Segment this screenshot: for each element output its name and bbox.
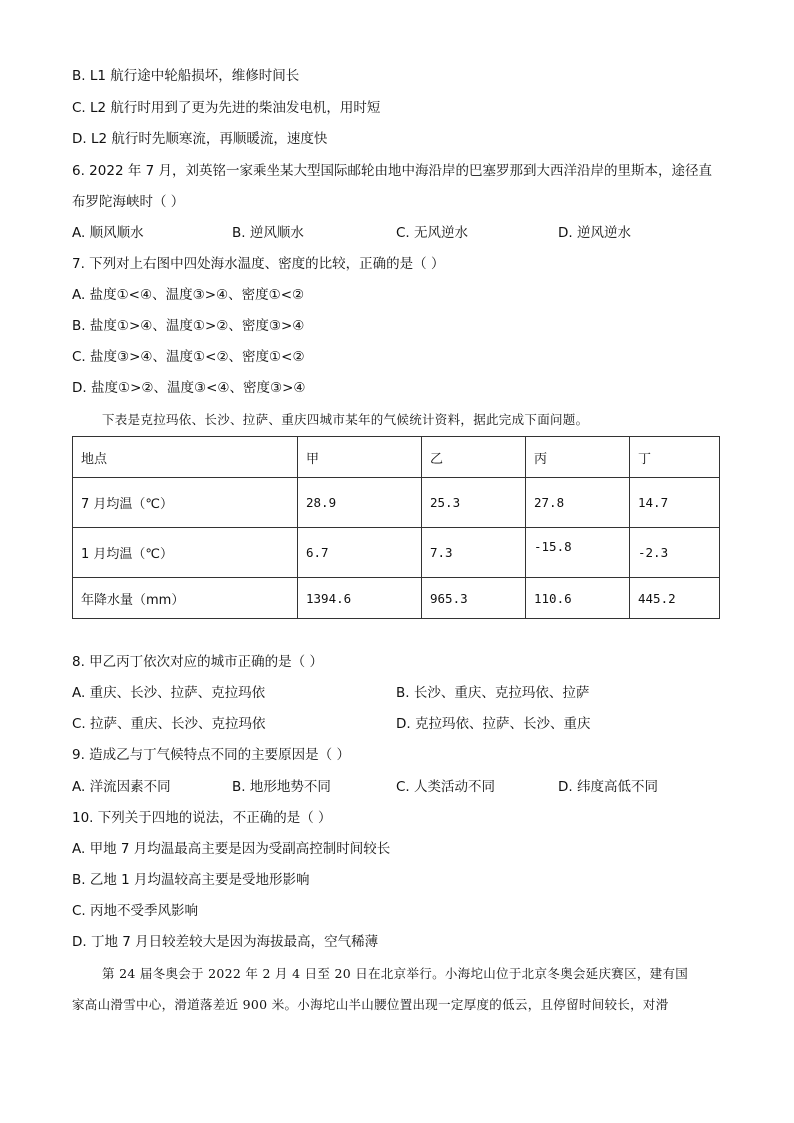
- table-cell: 25.3: [422, 478, 526, 528]
- table-cell: 445.2: [630, 578, 720, 619]
- passage-line1: 第 24 届冬奥会于 2022 年 2 月 4 日至 20 日在北京举行。小海坨山位于北京冬奥会延庆赛区，建有国: [102, 966, 689, 981]
- q6-option-a: A. 顺风顺水: [72, 225, 144, 241]
- q8-stem: 8. 甲乙丙丁依次对应的城市正确的是（ ）: [72, 654, 323, 670]
- q6-option-c: C. 无风逆水: [396, 225, 469, 241]
- table-cell: 1394.6: [298, 578, 422, 619]
- table-row: [73, 528, 720, 578]
- table-cell: 110.6: [526, 578, 630, 619]
- table-cell: -2.3: [630, 528, 720, 578]
- q8-option-a: A. 重庆、长沙、拉萨、克拉玛依: [72, 685, 266, 701]
- q8-option-b: B. 长沙、重庆、克拉玛依、拉萨: [396, 685, 590, 701]
- table-header-row: [73, 437, 720, 478]
- climate-table: [72, 436, 720, 619]
- q7-option-a: A. 盐度①<④、温度③>④、密度①<②: [72, 287, 305, 303]
- passage-line2: 家高山滑雪中心，滑道落差近 900 米。小海坨山半山腰位置出现一定厚度的低云，且停留时间较长，对滑: [72, 997, 669, 1012]
- table-cell: 6.7: [298, 528, 422, 578]
- q6-option-b: B. 逆风顺水: [232, 225, 304, 241]
- table-header-cell: 甲: [298, 437, 422, 478]
- q8-option-c: C. 拉萨、重庆、长沙、克拉玛依: [72, 716, 266, 732]
- table-row: [73, 578, 720, 619]
- q8-option-d: D. 克拉玛依、拉萨、长沙、重庆: [396, 716, 591, 732]
- q7-option-c: C. 盐度③>④、温度①<②、密度①<②: [72, 349, 305, 365]
- table-header-cell: 乙: [422, 437, 526, 478]
- table-cell-value: -15.8: [534, 539, 572, 554]
- table-cell: 965.3: [422, 578, 526, 619]
- table-header-cell: 丙: [526, 437, 630, 478]
- q7-option-d: D. 盐度①>②、温度③<④、密度③>④: [72, 380, 306, 396]
- q10-option-d: D. 丁地 7 月日较差较大是因为海拔最高，空气稀薄: [72, 934, 379, 950]
- q6-option-d: D. 逆风逆水: [558, 225, 631, 241]
- q10-option-c: C. 丙地不受季风影响: [72, 903, 199, 919]
- q9-options: [72, 777, 722, 797]
- q10-option-a: A. 甲地 7 月均温最高主要是因为受副高控制时间较长: [72, 841, 391, 857]
- table-row-label: 1 月均温（℃）: [73, 528, 298, 578]
- q5-option-d: D. L2 航行时先顺寒流，再顺暖流，速度快: [72, 131, 328, 147]
- q7-stem: 7. 下列对上右图中四处海水温度、密度的比较，正确的是（ ）: [72, 256, 445, 272]
- q7-option-b: B. 盐度①>④、温度①>②、密度③>④: [72, 318, 305, 334]
- table-cell: [526, 528, 630, 578]
- table-header-cell: 丁: [630, 437, 720, 478]
- q9-option-c: C. 人类活动不同: [396, 779, 496, 795]
- table-row-label: 7 月均温（℃）: [73, 478, 298, 528]
- q9-stem: 9. 造成乙与丁气候特点不同的主要原因是（ ）: [72, 747, 350, 763]
- table-cell: 28.9: [298, 478, 422, 528]
- q5-option-b: B. L1 航行途中轮船损坏，维修时间长: [72, 68, 300, 84]
- q9-option-a: A. 洋流因素不同: [72, 779, 171, 795]
- q8-options-row2: [72, 714, 722, 734]
- q9-option-b: B. 地形地势不同: [232, 779, 331, 795]
- table-cell: 27.8: [526, 478, 630, 528]
- q6-options: [72, 223, 722, 243]
- q10-option-b: B. 乙地 1 月均温较高主要是受地形影响: [72, 872, 310, 888]
- q6-stem-line1: 6. 2022 年 7 月，刘英铭一家乘坐某大型国际邮轮由地中海沿岸的巴塞罗那到大西洋沿岸的里斯本，途径直: [72, 163, 712, 179]
- q5-option-c: C. L2 航行时用到了更为先进的柴油发电机，用时短: [72, 100, 381, 116]
- table-intro: 下表是克拉玛依、长沙、拉萨、重庆四城市某年的气候统计资料，据此完成下面问题。: [102, 412, 589, 427]
- table-cell: 7.3: [422, 528, 526, 578]
- q6-stem-line2: 布罗陀海峡时（ ）: [72, 194, 185, 210]
- table-row: [73, 478, 720, 528]
- table-header-cell: 地点: [73, 437, 298, 478]
- table-row-label: 年降水量（mm）: [73, 578, 298, 619]
- q8-options-row1: [72, 683, 722, 703]
- table-cell: 14.7: [630, 478, 720, 528]
- q9-option-d: D. 纬度高低不同: [558, 779, 658, 795]
- q10-stem: 10. 下列关于四地的说法，不正确的是（ ）: [72, 810, 332, 826]
